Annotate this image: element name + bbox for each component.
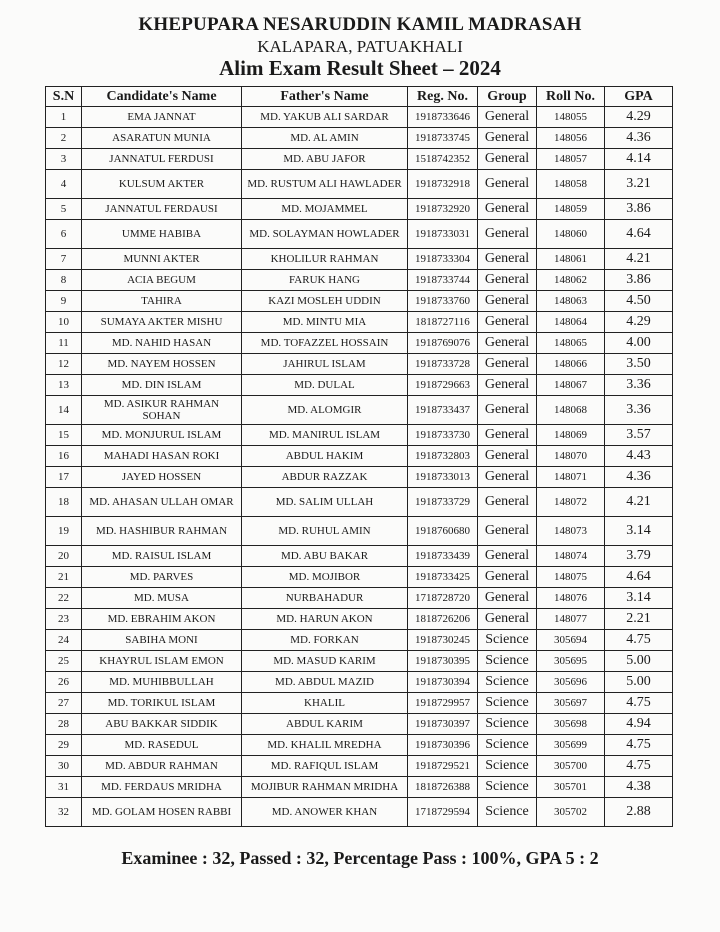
reg-no-cell: 1818726388 (408, 777, 478, 798)
table-row (46, 425, 673, 446)
roll-no-cell: 148065 (537, 333, 605, 354)
serial-cell: 15 (46, 425, 82, 446)
candidate-name-cell: MD. GOLAM HOSEN RABBI (82, 798, 242, 827)
roll-no-cell: 148058 (537, 170, 605, 199)
group-cell: General (478, 354, 537, 375)
reg-no-cell: 1818727116 (408, 312, 478, 333)
table-row (46, 672, 673, 693)
candidate-name-cell: JAYED HOSSEN (82, 467, 242, 488)
serial-cell: 8 (46, 270, 82, 291)
group-cell: General (478, 149, 537, 170)
candidate-name-cell: MD. FERDAUS MRIDHA (82, 777, 242, 798)
candidate-name-cell: ACIA BEGUM (82, 270, 242, 291)
table-row (46, 777, 673, 798)
group-cell: General (478, 291, 537, 312)
gpa-cell: 4.75 (605, 693, 673, 714)
roll-no-cell: 148077 (537, 609, 605, 630)
group-cell: General (478, 467, 537, 488)
gpa-cell: 4.38 (605, 777, 673, 798)
serial-cell: 22 (46, 588, 82, 609)
roll-no-cell: 305696 (537, 672, 605, 693)
serial-cell: 24 (46, 630, 82, 651)
reg-no-cell: 1918730394 (408, 672, 478, 693)
table-row (46, 693, 673, 714)
serial-cell: 6 (46, 220, 82, 249)
roll-no-cell: 148062 (537, 270, 605, 291)
candidate-name-cell: ASARATUN MUNIA (82, 128, 242, 149)
reg-no-cell: 1918729521 (408, 756, 478, 777)
reg-no-cell: 1918732920 (408, 199, 478, 220)
roll-no-cell: 148061 (537, 249, 605, 270)
reg-no-cell: 1918730395 (408, 651, 478, 672)
father-name-cell: JAHIRUL ISLAM (242, 354, 408, 375)
father-name-cell: MD. FORKAN (242, 630, 408, 651)
candidate-name-cell: KULSUM AKTER (82, 170, 242, 199)
column-header-reg-no: Reg. No. (408, 87, 478, 107)
table-row (46, 546, 673, 567)
candidate-name-cell: MD. EBRAHIM AKON (82, 609, 242, 630)
reg-no-cell: 1918733425 (408, 567, 478, 588)
roll-no-cell: 305702 (537, 798, 605, 827)
roll-no-cell: 148076 (537, 588, 605, 609)
reg-no-cell: 1518742352 (408, 149, 478, 170)
table-row (46, 798, 673, 827)
gpa-cell: 4.43 (605, 446, 673, 467)
table-row (46, 714, 673, 735)
serial-cell: 11 (46, 333, 82, 354)
serial-cell: 25 (46, 651, 82, 672)
table-row (46, 630, 673, 651)
reg-no-cell: 1918733304 (408, 249, 478, 270)
column-header-group: Group (478, 87, 537, 107)
group-cell: General (478, 170, 537, 199)
candidate-name-cell: MD. NAYEM HOSSEN (82, 354, 242, 375)
roll-no-cell: 148064 (537, 312, 605, 333)
candidate-name-cell: SABIHA MONI (82, 630, 242, 651)
gpa-cell: 3.36 (605, 396, 673, 425)
serial-cell: 4 (46, 170, 82, 199)
roll-no-cell: 148055 (537, 107, 605, 128)
serial-cell: 29 (46, 735, 82, 756)
serial-cell: 21 (46, 567, 82, 588)
serial-cell: 3 (46, 149, 82, 170)
table-row (46, 446, 673, 467)
group-cell: Science (478, 798, 537, 827)
father-name-cell: ABDUL KARIM (242, 714, 408, 735)
reg-no-cell: 1718728720 (408, 588, 478, 609)
table-row (46, 735, 673, 756)
group-cell: General (478, 396, 537, 425)
column-header-roll-no: Roll No. (537, 87, 605, 107)
gpa-cell: 5.00 (605, 651, 673, 672)
serial-cell: 27 (46, 693, 82, 714)
father-name-cell: MD. SALIM ULLAH (242, 488, 408, 517)
candidate-name-cell: MD. RAISUL ISLAM (82, 546, 242, 567)
institution-name: KHEPUPARA NESARUDDIN KAMIL MADRASAH (138, 14, 582, 35)
table-row (46, 756, 673, 777)
reg-no-cell: 1918733646 (408, 107, 478, 128)
table-body (46, 107, 673, 827)
candidate-name-cell: ABU BAKKAR SIDDIK (82, 714, 242, 735)
roll-no-cell: 305694 (537, 630, 605, 651)
candidate-name-cell: MD. TORIKUL ISLAM (82, 693, 242, 714)
reg-no-cell: 1918733437 (408, 396, 478, 425)
group-cell: General (478, 199, 537, 220)
father-name-cell: KAZI MOSLEH UDDIN (242, 291, 408, 312)
serial-cell: 12 (46, 354, 82, 375)
gpa-cell: 3.36 (605, 375, 673, 396)
candidate-name-cell: KHAYRUL ISLAM EMON (82, 651, 242, 672)
serial-cell: 5 (46, 199, 82, 220)
reg-no-cell: 1818726206 (408, 609, 478, 630)
institution-location: KALAPARA, PATUAKHALI (257, 37, 463, 56)
gpa-cell: 5.00 (605, 672, 673, 693)
father-name-cell: MD. KHALIL MREDHA (242, 735, 408, 756)
group-cell: General (478, 446, 537, 467)
group-cell: Science (478, 672, 537, 693)
serial-cell: 32 (46, 798, 82, 827)
gpa-cell: 4.21 (605, 249, 673, 270)
gpa-cell: 2.88 (605, 798, 673, 827)
roll-no-cell: 148073 (537, 517, 605, 546)
candidate-name-cell: MAHADI HASAN ROKI (82, 446, 242, 467)
roll-no-cell: 148066 (537, 354, 605, 375)
father-name-cell: MD. ABU JAFOR (242, 149, 408, 170)
father-name-cell: MD. ALOMGIR (242, 396, 408, 425)
roll-no-cell: 148056 (537, 128, 605, 149)
candidate-name-cell: MD. HASHIBUR RAHMAN (82, 517, 242, 546)
table-row (46, 467, 673, 488)
candidate-name-cell: MD. ASIKUR RAHMAN SOHAN (82, 396, 242, 425)
gpa-cell: 4.29 (605, 312, 673, 333)
serial-cell: 19 (46, 517, 82, 546)
roll-no-cell: 148074 (537, 546, 605, 567)
reg-no-cell: 1918732803 (408, 446, 478, 467)
reg-no-cell: 1918760680 (408, 517, 478, 546)
gpa-cell: 4.64 (605, 220, 673, 249)
group-cell: General (478, 609, 537, 630)
serial-cell: 28 (46, 714, 82, 735)
group-cell: Science (478, 777, 537, 798)
group-cell: Science (478, 714, 537, 735)
father-name-cell: MD. RUSTUM ALI HAWLADER (242, 170, 408, 199)
column-header-father-name: Father's Name (242, 87, 408, 107)
candidate-name-cell: JANNATUL FERDUSI (82, 149, 242, 170)
serial-cell: 20 (46, 546, 82, 567)
father-name-cell: MD. MASUD KARIM (242, 651, 408, 672)
roll-no-cell: 148059 (537, 199, 605, 220)
gpa-cell: 4.36 (605, 467, 673, 488)
gpa-cell: 4.94 (605, 714, 673, 735)
reg-no-cell: 1918733729 (408, 488, 478, 517)
roll-no-cell: 148057 (537, 149, 605, 170)
table-row (46, 651, 673, 672)
candidate-name-cell: MD. NAHID HASAN (82, 333, 242, 354)
group-cell: General (478, 488, 537, 517)
table-row (46, 375, 673, 396)
table-row (46, 149, 673, 170)
roll-no-cell: 305698 (537, 714, 605, 735)
group-cell: General (478, 546, 537, 567)
father-name-cell: NURBAHADUR (242, 588, 408, 609)
table-row (46, 488, 673, 517)
father-name-cell: MD. HARUN AKON (242, 609, 408, 630)
group-cell: General (478, 333, 537, 354)
father-name-cell: KHOLILUR RAHMAN (242, 249, 408, 270)
father-name-cell: MD. DULAL (242, 375, 408, 396)
group-cell: General (478, 425, 537, 446)
serial-cell: 23 (46, 609, 82, 630)
father-name-cell: MD. TOFAZZEL HOSSAIN (242, 333, 408, 354)
roll-no-cell: 148063 (537, 291, 605, 312)
table-row (46, 333, 673, 354)
table-row (46, 609, 673, 630)
candidate-name-cell: MD. ABDUR RAHMAN (82, 756, 242, 777)
group-cell: General (478, 312, 537, 333)
gpa-cell: 4.50 (605, 291, 673, 312)
group-cell: General (478, 375, 537, 396)
reg-no-cell: 1918732918 (408, 170, 478, 199)
table-row (46, 170, 673, 199)
gpa-cell: 3.79 (605, 546, 673, 567)
candidate-name-cell: MD. MONJURUL ISLAM (82, 425, 242, 446)
reg-no-cell: 1918729957 (408, 693, 478, 714)
candidate-name-cell: MD. MUSA (82, 588, 242, 609)
roll-no-cell: 305701 (537, 777, 605, 798)
roll-no-cell: 148060 (537, 220, 605, 249)
summary-footer: Examinee : 32, Passed : 32, Percentage Pass : 100%, GPA 5 : 2 (121, 848, 599, 868)
column-header-candidate-name: Candidate's Name (82, 87, 242, 107)
group-cell: Science (478, 693, 537, 714)
candidate-name-cell: EMA JANNAT (82, 107, 242, 128)
reg-no-cell: 1918733031 (408, 220, 478, 249)
father-name-cell: FARUK HANG (242, 270, 408, 291)
gpa-cell: 2.21 (605, 609, 673, 630)
table-row (46, 291, 673, 312)
reg-no-cell: 1918730396 (408, 735, 478, 756)
gpa-cell: 4.29 (605, 107, 673, 128)
candidate-name-cell: TAHIRA (82, 291, 242, 312)
group-cell: Science (478, 630, 537, 651)
table-row (46, 270, 673, 291)
gpa-cell: 3.50 (605, 354, 673, 375)
roll-no-cell: 305697 (537, 693, 605, 714)
group-cell: General (478, 567, 537, 588)
table-row (46, 567, 673, 588)
roll-no-cell: 148071 (537, 467, 605, 488)
serial-cell: 18 (46, 488, 82, 517)
candidate-name-cell: MUNNI AKTER (82, 249, 242, 270)
candidate-name-cell: MD. PARVES (82, 567, 242, 588)
candidate-name-cell: UMME HABIBA (82, 220, 242, 249)
roll-no-cell: 148070 (537, 446, 605, 467)
table-row (46, 354, 673, 375)
candidate-name-cell: SUMAYA AKTER MISHU (82, 312, 242, 333)
roll-no-cell: 148069 (537, 425, 605, 446)
roll-no-cell: 305699 (537, 735, 605, 756)
group-cell: Science (478, 651, 537, 672)
serial-cell: 17 (46, 467, 82, 488)
serial-cell: 14 (46, 396, 82, 425)
gpa-cell: 4.75 (605, 630, 673, 651)
father-name-cell: MD. ABU BAKAR (242, 546, 408, 567)
group-cell: General (478, 128, 537, 149)
serial-cell: 10 (46, 312, 82, 333)
table-row (46, 128, 673, 149)
reg-no-cell: 1918733744 (408, 270, 478, 291)
father-name-cell: MD. ABDUL MAZID (242, 672, 408, 693)
father-name-cell: MD. MOJIBOR (242, 567, 408, 588)
father-name-cell: MD. AL AMIN (242, 128, 408, 149)
father-name-cell: MD. RUHUL AMIN (242, 517, 408, 546)
candidate-name-cell: MD. RASEDUL (82, 735, 242, 756)
gpa-cell: 3.21 (605, 170, 673, 199)
serial-cell: 1 (46, 107, 82, 128)
father-name-cell: MD. RAFIQUL ISLAM (242, 756, 408, 777)
roll-no-cell: 148068 (537, 396, 605, 425)
table-row (46, 199, 673, 220)
candidate-name-cell: MD. AHASAN ULLAH OMAR (82, 488, 242, 517)
table-row (46, 220, 673, 249)
table-row (46, 517, 673, 546)
serial-cell: 16 (46, 446, 82, 467)
gpa-cell: 3.57 (605, 425, 673, 446)
group-cell: General (478, 107, 537, 128)
gpa-cell: 4.75 (605, 735, 673, 756)
reg-no-cell: 1918730397 (408, 714, 478, 735)
reg-no-cell: 1918733439 (408, 546, 478, 567)
serial-cell: 2 (46, 128, 82, 149)
group-cell: General (478, 517, 537, 546)
group-cell: General (478, 588, 537, 609)
gpa-cell: 3.14 (605, 588, 673, 609)
reg-no-cell: 1918769076 (408, 333, 478, 354)
serial-cell: 30 (46, 756, 82, 777)
father-name-cell: MOJIBUR RAHMAN MRIDHA (242, 777, 408, 798)
roll-no-cell: 148075 (537, 567, 605, 588)
group-cell: Science (478, 735, 537, 756)
father-name-cell: ABDUL HAKIM (242, 446, 408, 467)
serial-cell: 9 (46, 291, 82, 312)
gpa-cell: 4.14 (605, 149, 673, 170)
father-name-cell: MD. MINTU MIA (242, 312, 408, 333)
father-name-cell: MD. MOJAMMEL (242, 199, 408, 220)
column-header-sn: S.N (46, 87, 82, 107)
table-row (46, 249, 673, 270)
reg-no-cell: 1918733730 (408, 425, 478, 446)
candidate-name-cell: MD. DIN ISLAM (82, 375, 242, 396)
reg-no-cell: 1918733728 (408, 354, 478, 375)
table-row (46, 107, 673, 128)
serial-cell: 26 (46, 672, 82, 693)
group-cell: General (478, 220, 537, 249)
serial-cell: 7 (46, 249, 82, 270)
father-name-cell: MD. YAKUB ALI SARDAR (242, 107, 408, 128)
serial-cell: 31 (46, 777, 82, 798)
group-cell: General (478, 270, 537, 291)
table-header-row (46, 87, 673, 107)
table-row (46, 396, 673, 425)
reg-no-cell: 1918733013 (408, 467, 478, 488)
candidate-name-cell: JANNATUL FERDAUSI (82, 199, 242, 220)
results-table (45, 86, 673, 827)
father-name-cell: MD. MANIRUL ISLAM (242, 425, 408, 446)
gpa-cell: 3.14 (605, 517, 673, 546)
gpa-cell: 4.64 (605, 567, 673, 588)
gpa-cell: 3.86 (605, 270, 673, 291)
serial-cell: 13 (46, 375, 82, 396)
father-name-cell: MD. ANOWER KHAN (242, 798, 408, 827)
column-header-gpa: GPA (605, 87, 673, 107)
gpa-cell: 4.00 (605, 333, 673, 354)
gpa-cell: 4.36 (605, 128, 673, 149)
table-row (46, 312, 673, 333)
reg-no-cell: 1918730245 (408, 630, 478, 651)
group-cell: General (478, 249, 537, 270)
candidate-name-cell: MD. MUHIBBULLAH (82, 672, 242, 693)
table-row (46, 588, 673, 609)
reg-no-cell: 1718729594 (408, 798, 478, 827)
gpa-cell: 4.75 (605, 756, 673, 777)
roll-no-cell: 148067 (537, 375, 605, 396)
reg-no-cell: 1918729663 (408, 375, 478, 396)
father-name-cell: KHALIL (242, 693, 408, 714)
gpa-cell: 3.86 (605, 199, 673, 220)
roll-no-cell: 305700 (537, 756, 605, 777)
father-name-cell: MD. SOLAYMAN HOWLADER (242, 220, 408, 249)
reg-no-cell: 1918733745 (408, 128, 478, 149)
roll-no-cell: 305695 (537, 651, 605, 672)
gpa-cell: 4.21 (605, 488, 673, 517)
roll-no-cell: 148072 (537, 488, 605, 517)
sheet-title: Alim Exam Result Sheet – 2024 (219, 56, 501, 80)
reg-no-cell: 1918733760 (408, 291, 478, 312)
father-name-cell: ABDUR RAZZAK (242, 467, 408, 488)
group-cell: Science (478, 756, 537, 777)
